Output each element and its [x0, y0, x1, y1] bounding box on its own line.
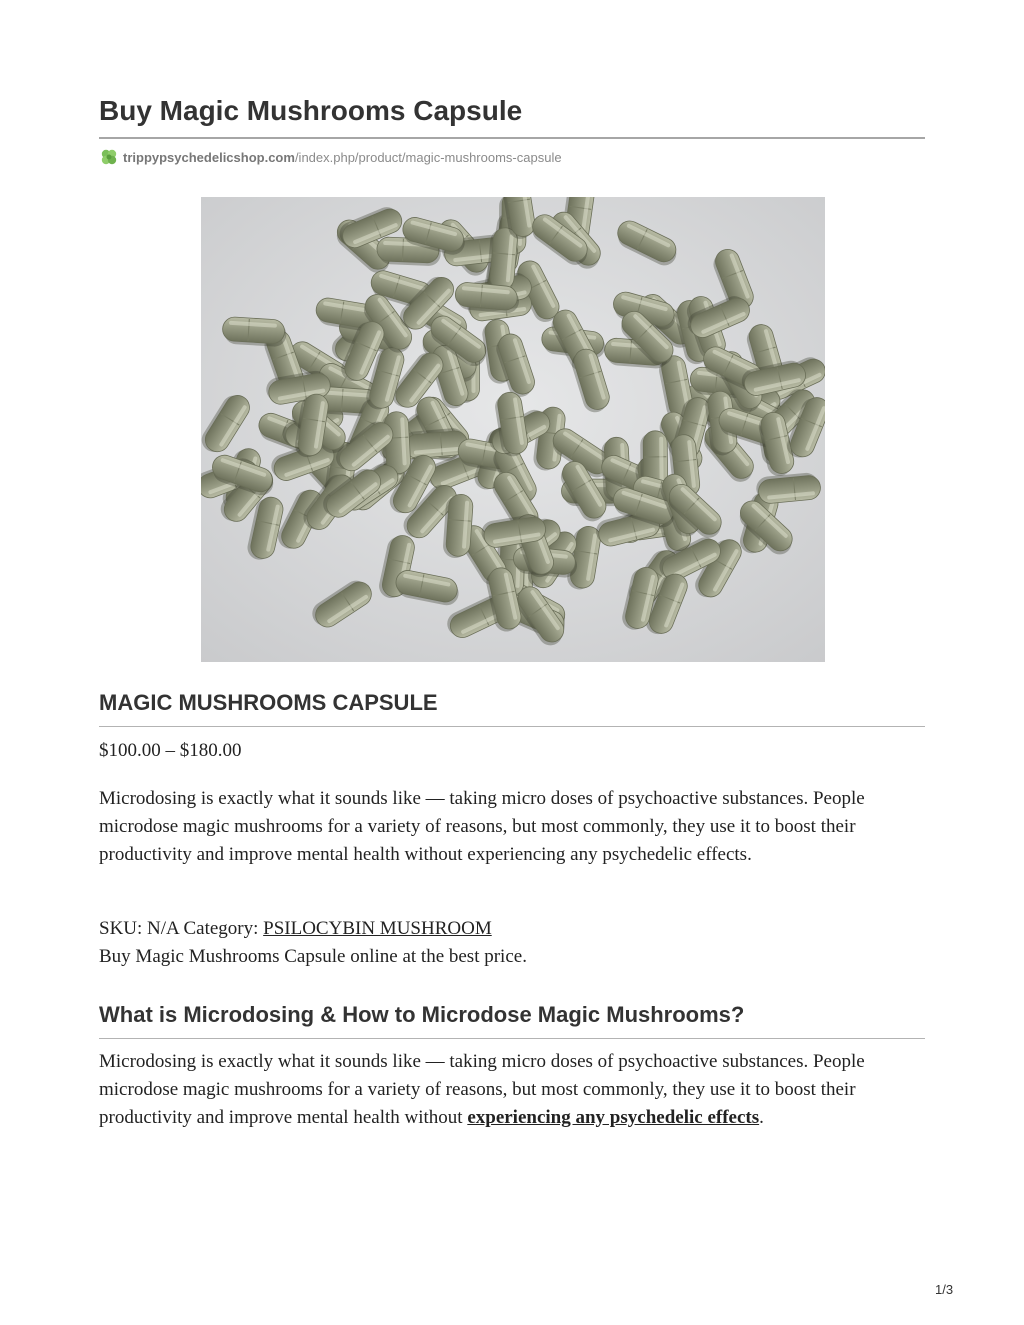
url-path[interactable]: /index.php/product/magic-mushrooms-capsule [294, 149, 562, 165]
section-paragraph-end: . [759, 1107, 764, 1128]
page-number: 1/3 [935, 1282, 954, 1297]
source-url[interactable] [99, 148, 562, 166]
category-link[interactable]: PSILOCYBIN MUSHROOM [263, 918, 492, 939]
product-description: Microdosing is exactly what it sounds like — taking micro doses of psychoactive substances. People microdose magic mushrooms for a variety of reasons, but most commonly, they use it to boost their productivity and improve mental health without experiencing any psychedelic effects. [99, 788, 865, 865]
page-title: Buy Magic Mushrooms Capsule [99, 95, 523, 126]
clover-icon [99, 148, 119, 166]
title-divider [99, 137, 925, 139]
section-heading: What is Microdosing & How to Microdose Magic Mushrooms? [99, 1002, 745, 1027]
product-price: $100.00 – $180.00 [99, 740, 242, 761]
product-tagline: Buy Magic Mushrooms Capsule online at the best price. [99, 946, 527, 967]
section-paragraph [99, 1048, 925, 1132]
product-heading: MAGIC MUSHROOMS CAPSULE [99, 690, 438, 715]
url-domain[interactable]: trippypsychedelicshop.com [123, 149, 295, 165]
psychedelic-effects-link[interactable]: experiencing any psychedelic effects [467, 1107, 760, 1128]
capsules-image [201, 197, 825, 662]
product-photo [201, 197, 825, 662]
product-heading-divider [99, 726, 925, 727]
sku-label: SKU: N/A Category: [99, 918, 264, 939]
product-meta [99, 915, 925, 971]
section-paragraph-text: Microdosing is exactly what it sounds like — taking micro doses of psychoactive substances. People microdose magic mushrooms for a variety of reasons, but most commonly, they use it to boost their productivity and improve mental health without [99, 1051, 865, 1128]
section-heading-divider [99, 1038, 925, 1039]
